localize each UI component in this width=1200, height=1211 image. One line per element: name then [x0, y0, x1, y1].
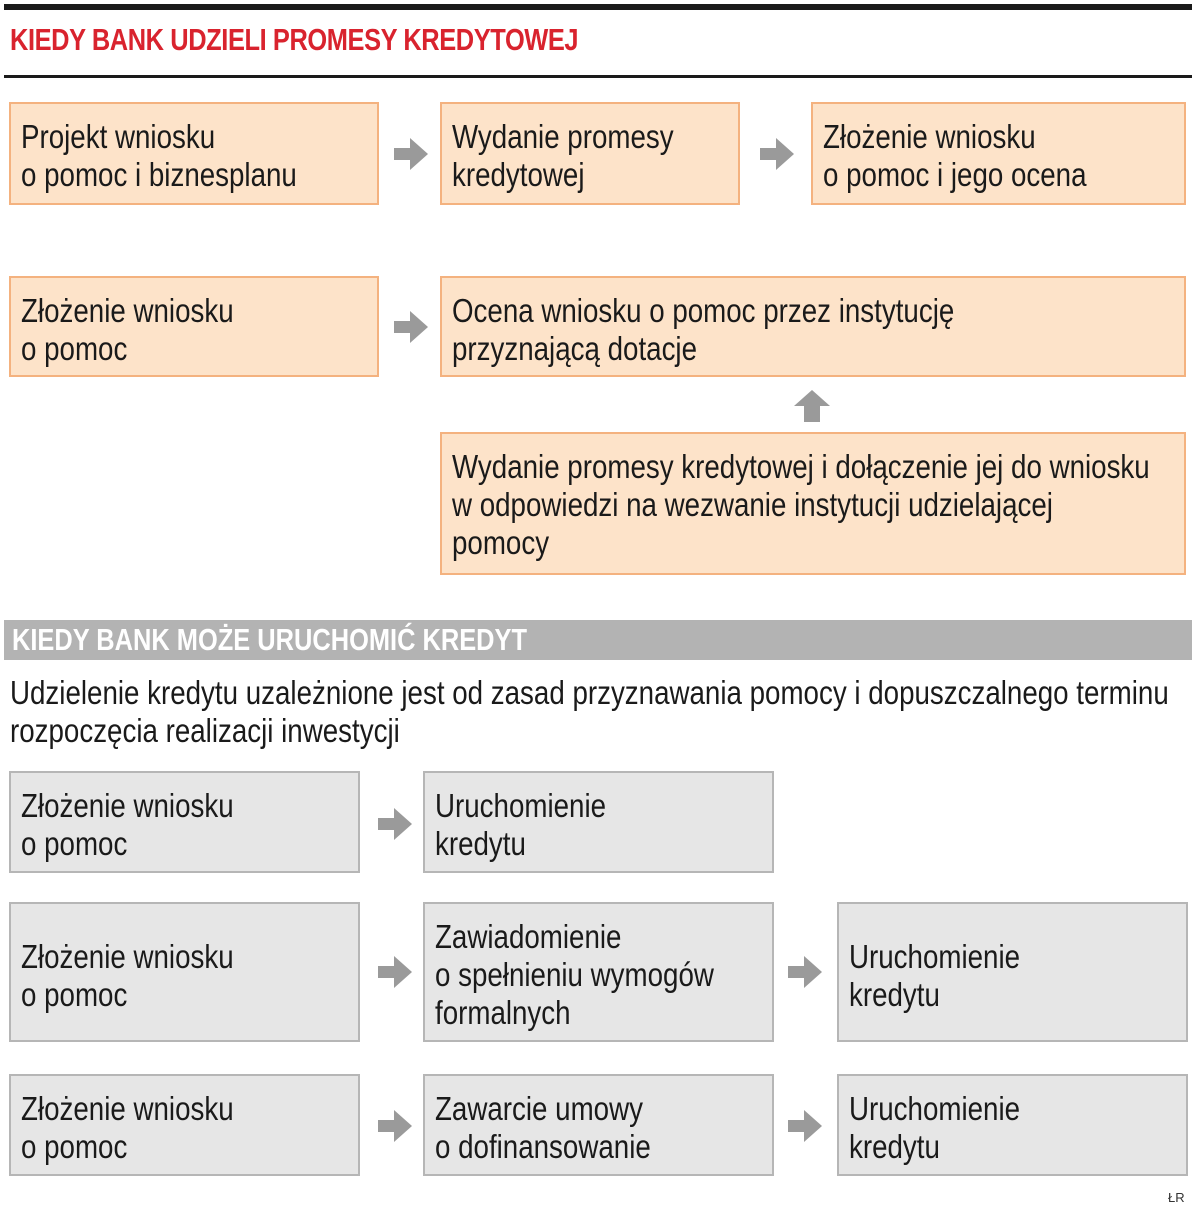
right-arrow-icon: [378, 1110, 414, 1142]
right-arrow-icon: [788, 1110, 824, 1142]
s2-row1-box-2: [423, 771, 774, 873]
section1-title: KIEDY BANK UDZIELI PROMESY KREDYTOWEJ: [10, 22, 579, 57]
s2-row3-box-2-text: Zawarcie umowy o dofinansowanie: [435, 1090, 651, 1165]
s2-row2-box-1-text: Złożenie wniosku o pomoc: [21, 938, 234, 1013]
right-arrow-icon: [788, 956, 824, 988]
s1-row2-box-2-text: Ocena wniosku o pomoc przez instytucję przyznającą dotacje: [452, 292, 955, 367]
s2-row2-box-3-text: Uruchomienie kredytu: [849, 938, 1021, 1013]
s2-row1-box-1-text: Złożenie wniosku o pomoc: [21, 787, 234, 862]
s2-row3-box-1-text: Złożenie wniosku o pomoc: [21, 1090, 234, 1165]
right-arrow-icon: [394, 138, 430, 170]
title-underline: [4, 75, 1192, 78]
section2-title: KIEDY BANK MOŻE URUCHOMIĆ KREDYT: [12, 622, 528, 657]
s2-row2-box-3: [837, 902, 1188, 1042]
s2-row3-box-1: [9, 1074, 360, 1176]
s2-row2-box-2-text: Zawiadomienie o spełnieniu wymogów formalnych: [435, 918, 714, 1031]
s2-row2-box-1: [9, 902, 360, 1042]
section2-intro: Udzielenie kredytu uzależnione jest od zasad przyznawania pomocy i dopuszczalnego terminu rozpoczęcia realizacji inwestycji: [10, 674, 1169, 749]
right-arrow-icon: [378, 808, 414, 840]
s1-row1-box-2-text: Wydanie promesy kredytowej: [452, 118, 674, 193]
s1-row1-box-3-text: Złożenie wniosku o pomoc i jego ocena: [823, 118, 1087, 193]
s2-row2-box-2: [423, 902, 774, 1042]
s2-row3-box-3: [837, 1074, 1188, 1176]
top-rule: [4, 4, 1192, 10]
right-arrow-icon: [378, 956, 414, 988]
s1-row1-box-2: [440, 102, 740, 205]
s1-row2-box-2: [440, 276, 1186, 377]
right-arrow-icon: [760, 138, 796, 170]
s1-row2-box-1-text: Złożenie wniosku o pomoc: [21, 292, 234, 367]
s1-row2-box-1: [9, 276, 379, 377]
s1-row1-box-1: [9, 102, 379, 205]
right-arrow-icon: [394, 311, 430, 343]
s1-row2-sub-box: [440, 432, 1186, 575]
s2-row1-box-2-text: Uruchomienie kredytu: [435, 787, 607, 862]
s1-row1-box-3: [811, 102, 1186, 205]
s2-row3-box-3-text: Uruchomienie kredytu: [849, 1090, 1021, 1165]
s1-row2-sub-box-text: Wydanie promesy kredytowej i dołączenie jej do wniosku w odpowiedzi na wezwanie instytucji udzielającej pomocy: [452, 448, 1150, 561]
credit: ŁR: [1168, 1190, 1185, 1205]
up-arrow-icon: [794, 390, 830, 422]
s2-row3-box-2: [423, 1074, 774, 1176]
s2-row1-box-1: [9, 771, 360, 873]
s1-row1-box-1-text: Projekt wniosku o pomoc i biznesplanu: [21, 118, 297, 193]
